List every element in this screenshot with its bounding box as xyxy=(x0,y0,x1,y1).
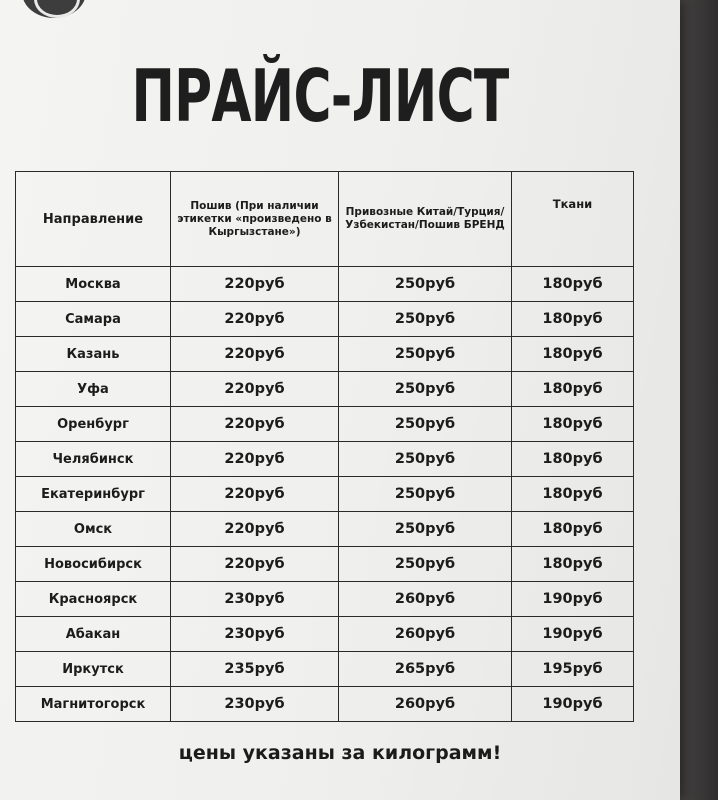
header-fabric: Ткани xyxy=(512,172,634,267)
imported-price-cell: 250руб xyxy=(339,442,512,477)
sewing-price-cell: 220руб xyxy=(171,442,339,477)
city-cell: Уфа xyxy=(16,372,171,407)
imported-price-cell: 250руб xyxy=(339,477,512,512)
fabric-price-cell: 180руб xyxy=(512,512,634,547)
table-row xyxy=(16,477,634,512)
fabric-price-cell: 190руб xyxy=(512,617,634,652)
table-row xyxy=(16,512,634,547)
imported-price-cell: 260руб xyxy=(339,582,512,617)
imported-price-cell: 250руб xyxy=(339,407,512,442)
table-row xyxy=(16,652,634,687)
fabric-price-cell: 190руб xyxy=(512,687,634,722)
city-cell: Екатеринбург xyxy=(16,477,171,512)
imported-price-cell: 250руб xyxy=(339,302,512,337)
table-row xyxy=(16,617,634,652)
sewing-price-cell: 230руб xyxy=(171,617,339,652)
table-row xyxy=(16,302,634,337)
city-cell: Иркутск xyxy=(16,652,171,687)
sewing-price-cell: 220руб xyxy=(171,477,339,512)
imported-price-cell: 250руб xyxy=(339,547,512,582)
imported-price-cell: 250руб xyxy=(339,267,512,302)
sewing-price-cell: 220руб xyxy=(171,372,339,407)
city-cell: Абакан xyxy=(16,617,171,652)
city-cell: Казань xyxy=(16,337,171,372)
header-imported: Привозные Китай/Турция/ Узбекистан/Пошив БРЕНД xyxy=(339,172,512,267)
fabric-price-cell: 180руб xyxy=(512,407,634,442)
table-row xyxy=(16,407,634,442)
imported-price-cell: 250руб xyxy=(339,337,512,372)
city-cell: Красноярск xyxy=(16,582,171,617)
city-cell: Омск xyxy=(16,512,171,547)
table-row xyxy=(16,372,634,407)
fabric-price-cell: 180руб xyxy=(512,337,634,372)
fabric-price-cell: 190руб xyxy=(512,582,634,617)
company-logo xyxy=(22,0,86,18)
sewing-price-cell: 220руб xyxy=(171,512,339,547)
imported-price-cell: 260руб xyxy=(339,617,512,652)
header-direction: Направление xyxy=(16,172,171,267)
city-cell: Магнитогорск xyxy=(16,687,171,722)
fabric-price-cell: 180руб xyxy=(512,267,634,302)
fabric-price-cell: 180руб xyxy=(512,547,634,582)
table-row xyxy=(16,547,634,582)
price-note: цены указаны за килограмм! xyxy=(178,742,502,764)
city-cell: Новосибирск xyxy=(16,547,171,582)
fabric-price-cell: 180руб xyxy=(512,372,634,407)
sewing-price-cell: 220руб xyxy=(171,302,339,337)
imported-price-cell: 250руб xyxy=(339,512,512,547)
sewing-price-cell: 220руб xyxy=(171,337,339,372)
fabric-price-cell: 195руб xyxy=(512,652,634,687)
imported-price-cell: 265руб xyxy=(339,652,512,687)
sewing-price-cell: 230руб xyxy=(171,687,339,722)
table-header-row xyxy=(16,172,634,267)
city-cell: Челябинск xyxy=(16,442,171,477)
sewing-price-cell: 220руб xyxy=(171,267,339,302)
city-cell: Самара xyxy=(16,302,171,337)
price-table xyxy=(15,171,634,722)
page-title: ПРАЙС-ЛИСТ xyxy=(131,54,509,138)
table-row xyxy=(16,442,634,477)
sewing-price-cell: 220руб xyxy=(171,547,339,582)
table-row xyxy=(16,337,634,372)
header-sewing: Пошив (При наличии этикетки «произведено в Кыргызстане») xyxy=(171,172,339,267)
sewing-price-cell: 220руб xyxy=(171,407,339,442)
table-row xyxy=(16,582,634,617)
imported-price-cell: 260руб xyxy=(339,687,512,722)
fabric-price-cell: 180руб xyxy=(512,477,634,512)
sewing-price-cell: 230руб xyxy=(171,582,339,617)
fabric-price-cell: 180руб xyxy=(512,302,634,337)
table-row xyxy=(16,687,634,722)
city-cell: Оренбург xyxy=(16,407,171,442)
sewing-price-cell: 235руб xyxy=(171,652,339,687)
city-cell: Москва xyxy=(16,267,171,302)
table-row xyxy=(16,267,634,302)
fabric-price-cell: 180руб xyxy=(512,442,634,477)
imported-price-cell: 250руб xyxy=(339,372,512,407)
